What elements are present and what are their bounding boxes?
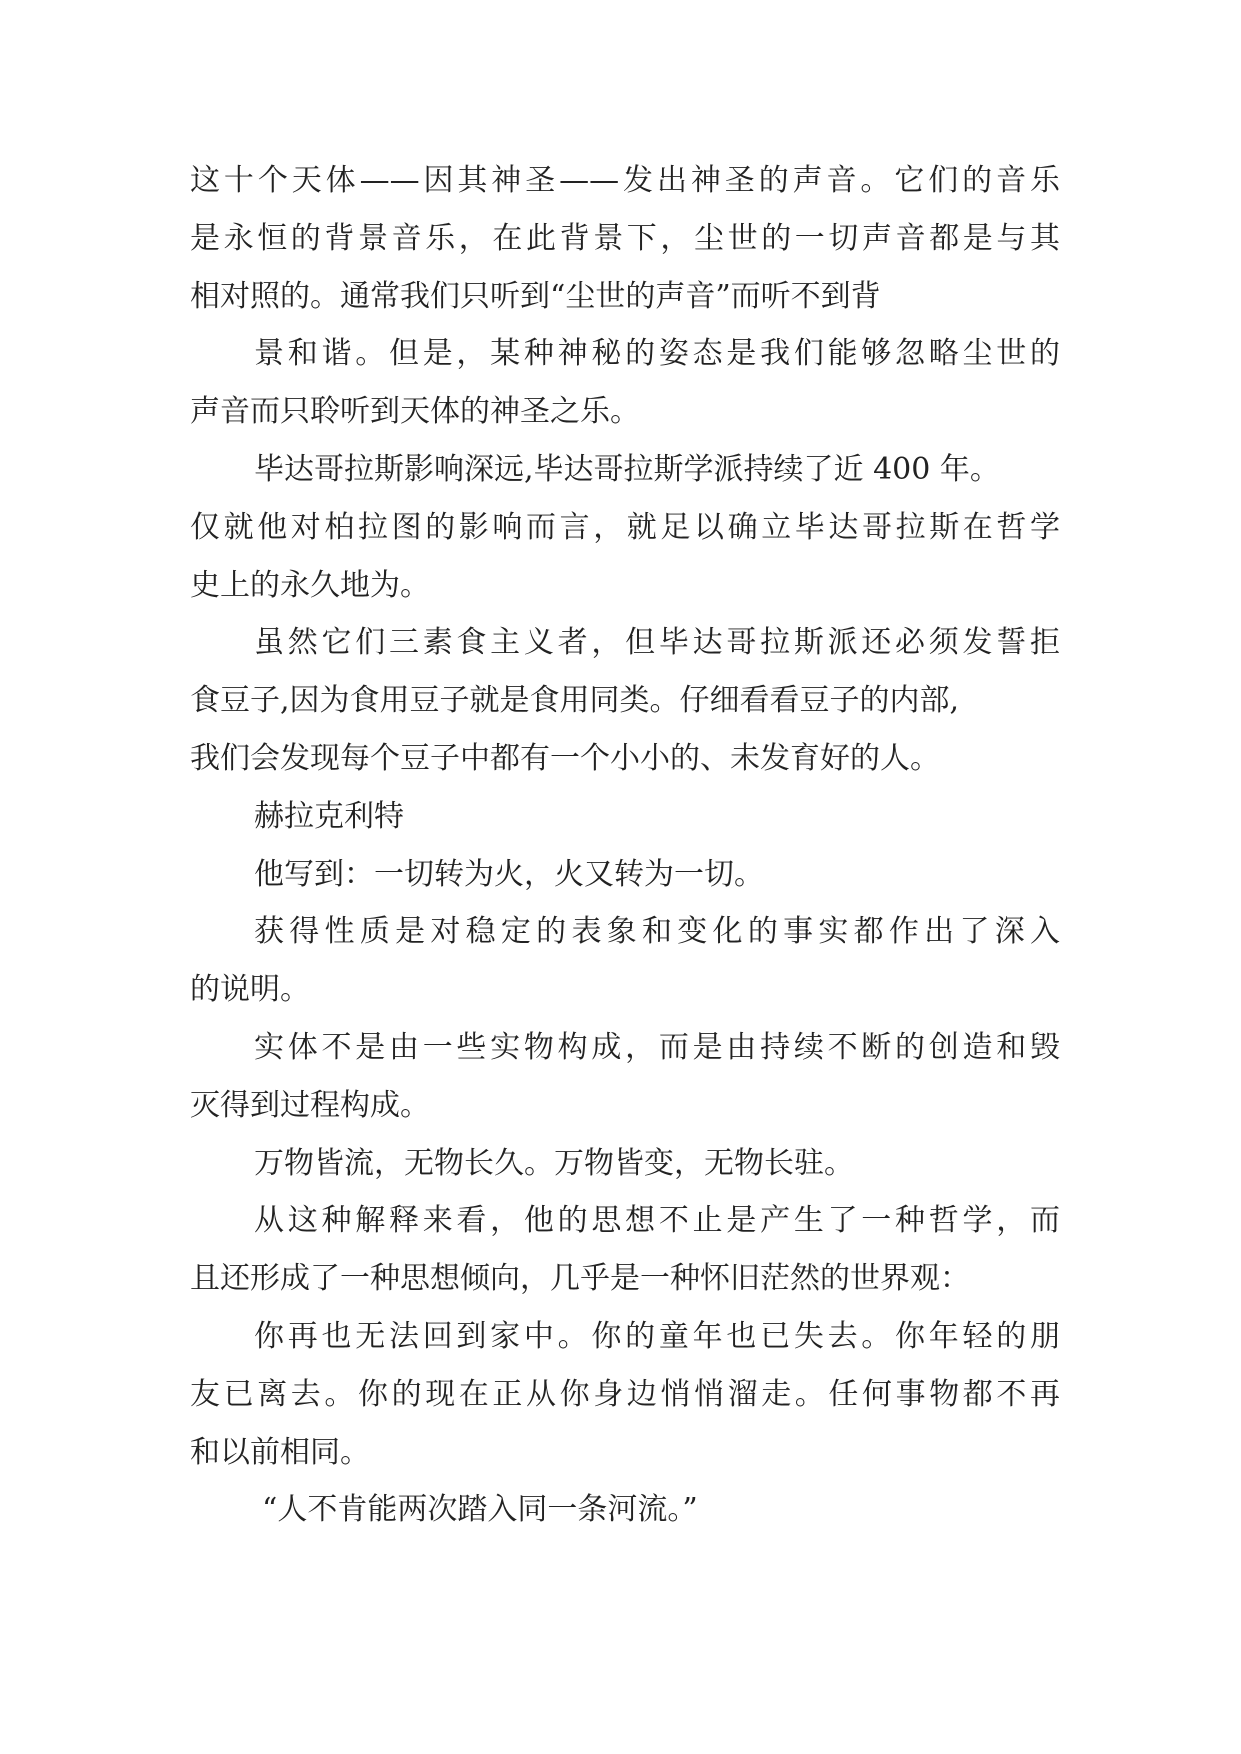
text-line: 仅就他对柏拉图的影响而言，就足以确立毕达哥拉斯在哲学 xyxy=(190,509,1060,545)
text-line: 史上的永久地为。 xyxy=(190,567,430,603)
text-line: 友已离去。你的现在正从你身边悄悄溜走。任何事物都不再 xyxy=(190,1376,1060,1412)
text-line: 他写到：一切转为火，火又转为一切。 xyxy=(254,856,764,892)
text-line: 虽然它们三素食主义者，但毕达哥拉斯派还必须发誓拒 xyxy=(254,625,1060,661)
text-line: 食豆子,因为食用豆子就是食用同类。仔细看看豆子的内部, xyxy=(190,683,960,719)
text-line: 我们会发现每个豆子中都有一个小小的、未发育好的人。 xyxy=(190,740,940,776)
text-line: 毕达哥拉斯影响深远,毕达哥拉斯学派持续了近 400 年。 xyxy=(254,451,1000,487)
text-line: 景和谐。但是，某种神秘的姿态是我们能够忽略尘世的 xyxy=(254,336,1060,372)
text-line: 和以前相同。 xyxy=(190,1434,370,1470)
text-line: 是永恒的背景音乐，在此背景下，尘世的一切声音都是与其 xyxy=(190,220,1060,256)
quote-line: “人不肯能两次踏入同一条河流。” xyxy=(262,1492,698,1528)
section-heading: 赫拉克利特 xyxy=(254,798,404,834)
text-line: 这十个天体——因其神圣——发出神圣的声音。它们的音乐 xyxy=(190,163,1060,198)
text-line: 实体不是由一些实物构成，而是由持续不断的创造和毁 xyxy=(254,1029,1060,1065)
text-line: 且还形成了一种思想倾向，几乎是一种怀旧茫然的世界观： xyxy=(190,1261,970,1297)
text-line: 相对照的。通常我们只听到“尘世的声音”而听不到背 xyxy=(190,278,881,314)
text-line: 从这种解释来看，他的思想不止是产生了一种哲学，而 xyxy=(254,1203,1060,1239)
text-line: 的说明。 xyxy=(190,972,310,1008)
text-line: 获得性质是对稳定的表象和变化的事实都作出了深入 xyxy=(254,914,1060,950)
body-text xyxy=(190,152,1060,1539)
text-line: 声音而只聆听到天体的神圣之乐。 xyxy=(190,394,640,430)
text-line: 灭得到过程构成。 xyxy=(190,1087,430,1123)
text-line: 万物皆流，无物长久。万物皆变，无物长驻。 xyxy=(254,1145,854,1181)
text-line: 你再也无法回到家中。你的童年也已失去。你年轻的朋 xyxy=(254,1318,1060,1354)
